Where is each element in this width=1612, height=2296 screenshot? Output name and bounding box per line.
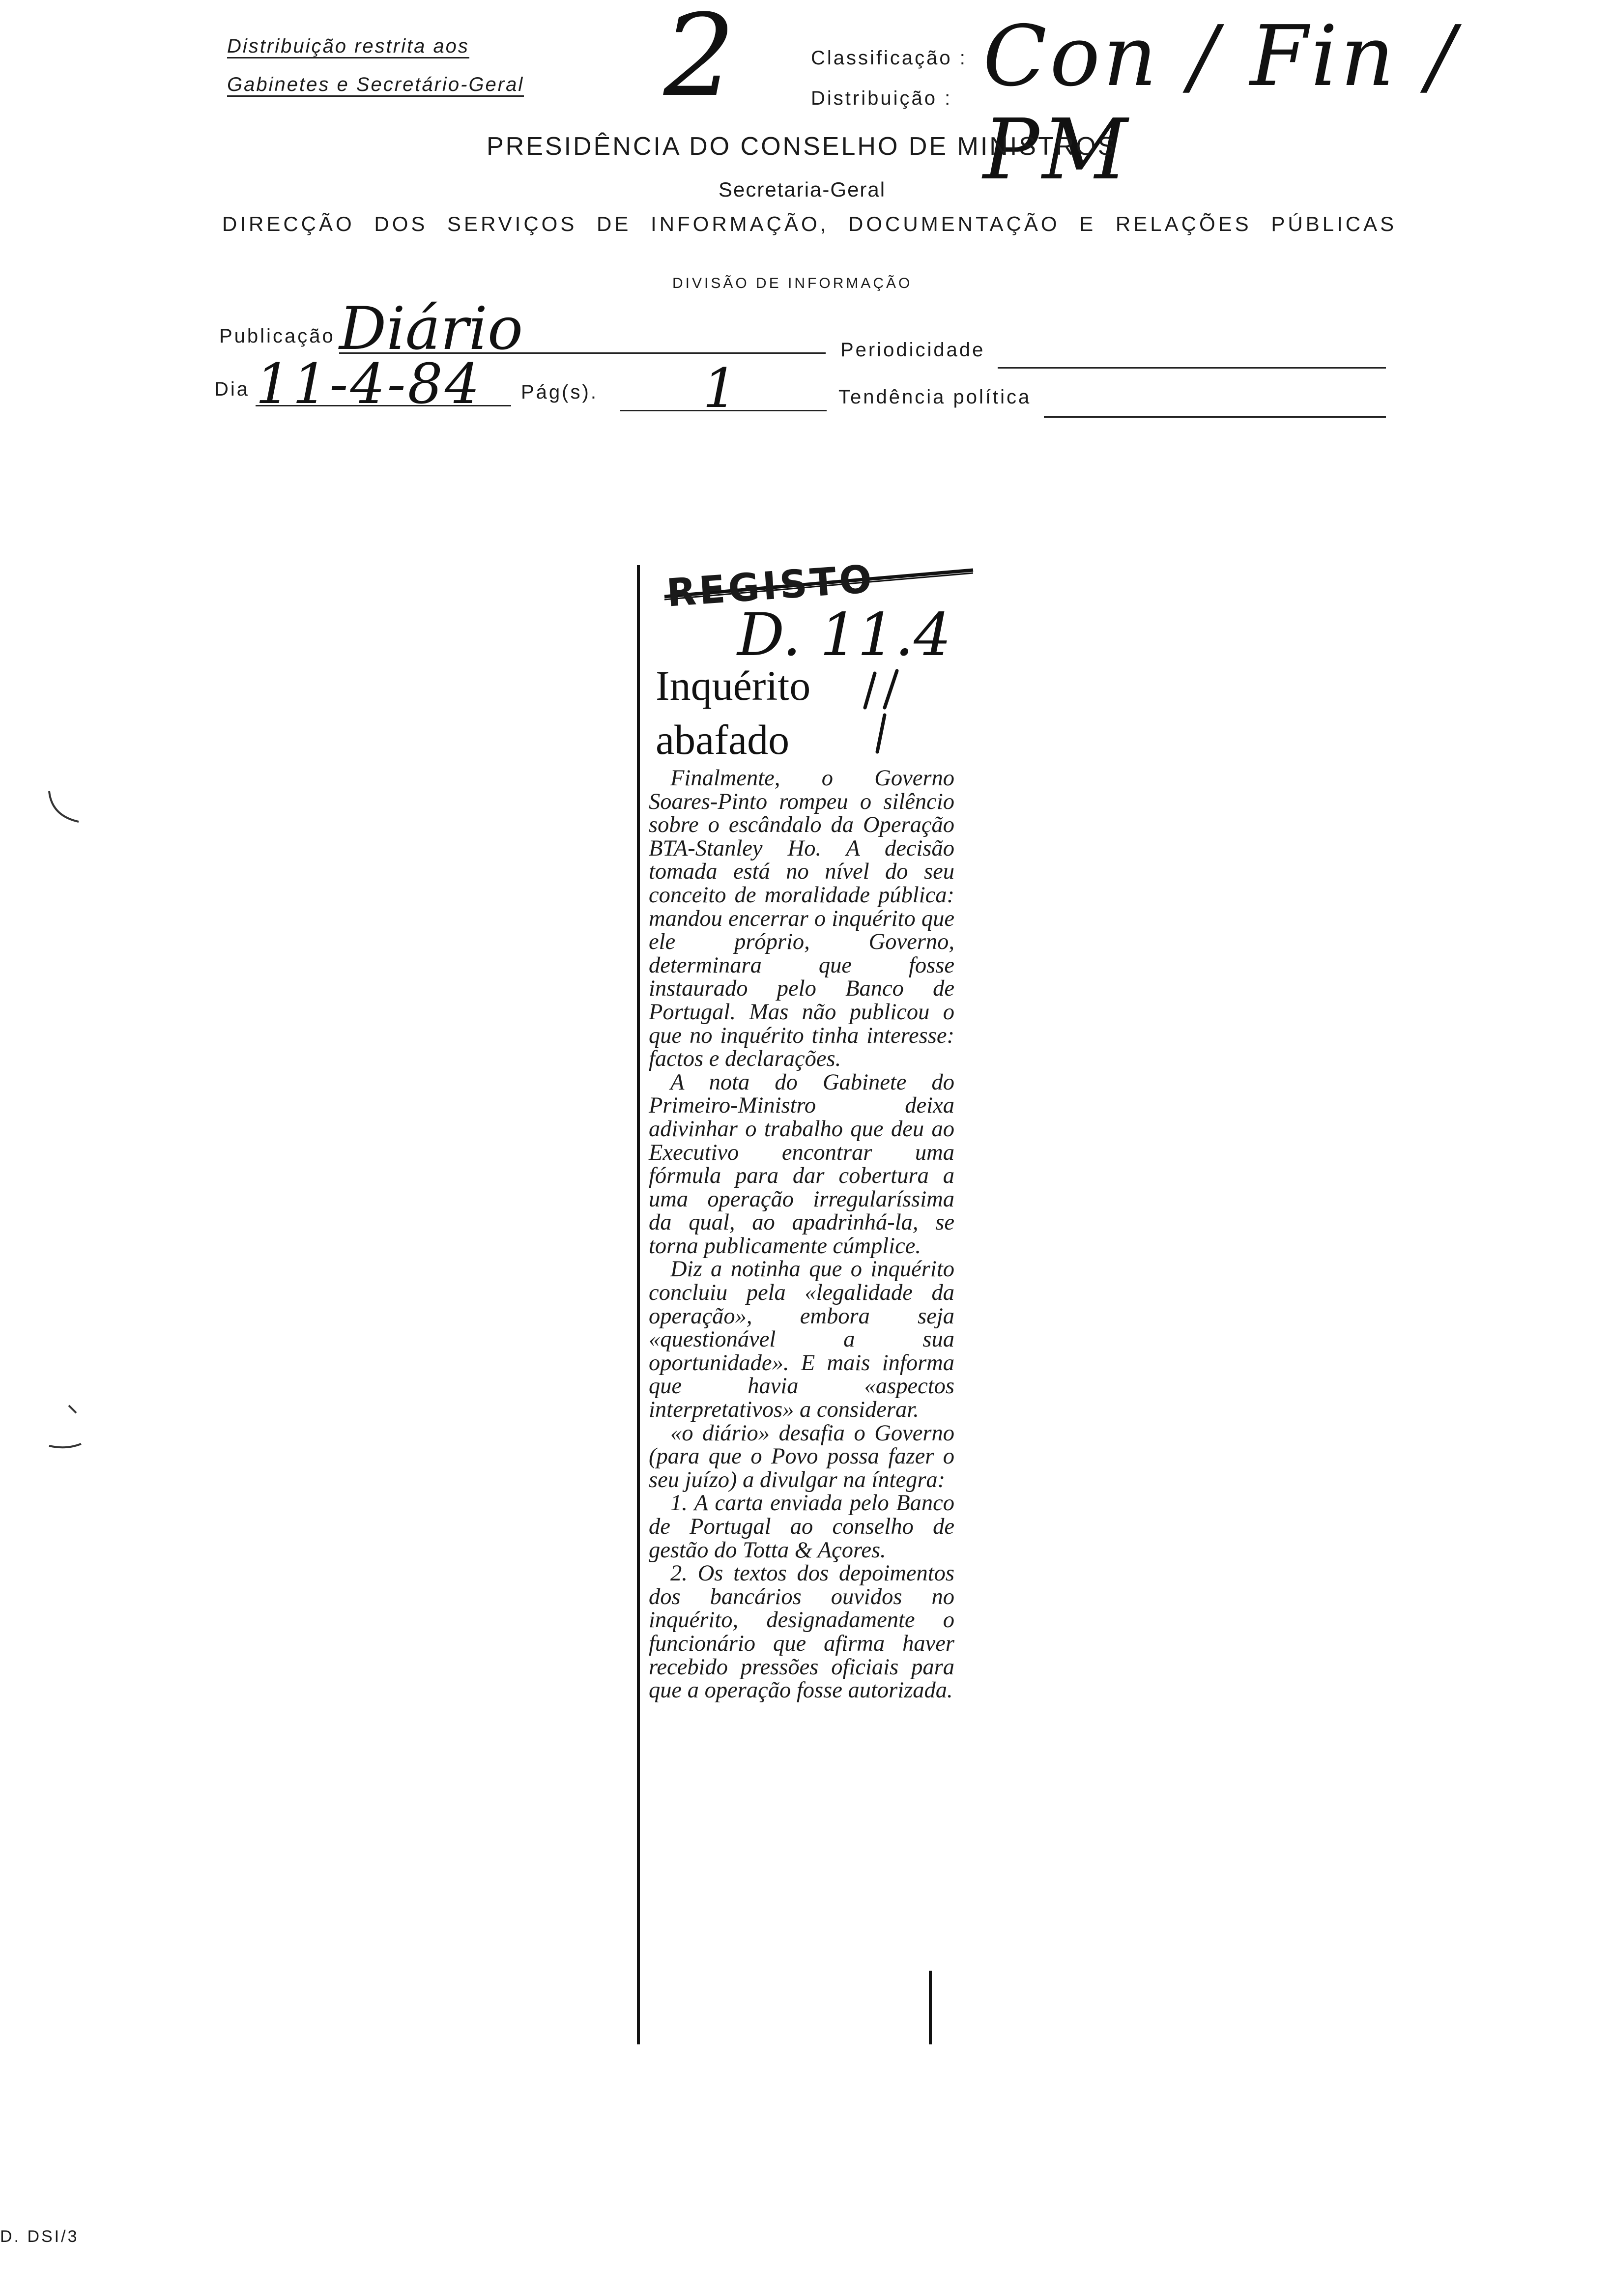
clipping-right-rule [929,1971,932,2044]
classificacao-label: Classificação : [811,47,967,69]
handwritten-number: 2 [663,0,736,122]
direccao-heading: DIRECÇÃO DOS SERVIÇOS DE INFORMAÇÃO, DOCUMENTAÇÃO E RELAÇÕES PÚBLICAS [222,212,1397,235]
classificacao-value: Con / Fin / PM [983,8,1458,199]
publicacao-label: Publicação [219,325,335,347]
punch-hole-mark-upper [39,786,98,845]
distribution-note-line1: Distribuição restrita aos [227,35,469,57]
secretaria-heading: Secretaria-Geral [719,178,886,201]
registo-stamp: REGISTO [665,557,876,616]
divisao-heading: DIVISÃO DE INFORMAÇÃO [672,275,913,291]
article-paragraph-4: «o diário» desafia o Governo (para que o Povo possa fazer o seu juízo) a divulgar na íntegra: [649,1420,954,1492]
tendencia-label: Tendência política [838,386,1032,408]
ministry-heading: PRESIDÊNCIA DO CONSELHO DE MINISTROS [487,132,1117,161]
pags-value: 1 [703,357,737,420]
periodicidade-label: Periodicidade [840,339,985,361]
form-code: D. DSI/3 [0,2227,79,2246]
article-paragraph-2: A nota do Gabinete do Primeiro-Ministro deixa adivinhar o trabalho que deu ao Executivo encontrar uma fórmula para dar cobertura a uma operação irregularíssima da qual, ao apadrinhá-la, se torna publicamente cúmplice. [649,1069,954,1259]
handwritten-date: D. 11.4 [737,601,951,669]
dia-value: 11-4-84 [256,352,482,416]
distribution-note-line2: Gabinetes e Secretário-Geral [227,74,524,96]
article-paragraph-1: Finalmente, o Governo Soares-Pinto rompeu o silêncio sobre o escândalo da Operação BTA-Stanley Ho. A decisão tomada está no nível do seu conceito de moralidade pública: mandou encerrar o inquérito que ele próprio, Governo, determinara que fosse instaurado pelo Banco de Portugal. Mas não publicou o que no inquérito tinha interesse: factos e declarações. [649,766,954,1072]
clipping-left-rule [637,565,640,2044]
pags-label: Pág(s). [521,381,598,403]
handwritten-slash-marks [855,668,914,757]
article-paragraph-5: 1. A carta enviada pelo Banco de Portugal ao conselho de gestão do Totta & Açores. [649,1491,954,1563]
headline-line2: abafado [656,716,790,763]
tendencia-line [1044,415,1386,418]
article-body [649,767,954,1702]
periodicidade-line [998,366,1386,369]
dia-label: Dia [214,378,250,400]
publicacao-value: Diário [339,295,523,363]
distribuicao-label: Distribuição : [811,87,952,109]
article-paragraph-6: 2. Os textos dos depoimentos dos bancários ouvidos no inquérito, designadamente o funcionário que afirma haver recebido pressões oficiais para que a operação fosse autorizada. [649,1561,954,1703]
headline-line1: Inquérito [656,662,811,709]
article-paragraph-3: Diz a notinha que o inquérito concluiu pela «legalidade da operação», embora seja «questionável a sua oportunidade». E mais informa que havia «aspectos interpretativos» a considerar. [649,1257,954,1423]
punch-hole-mark-lower [39,1401,98,1460]
